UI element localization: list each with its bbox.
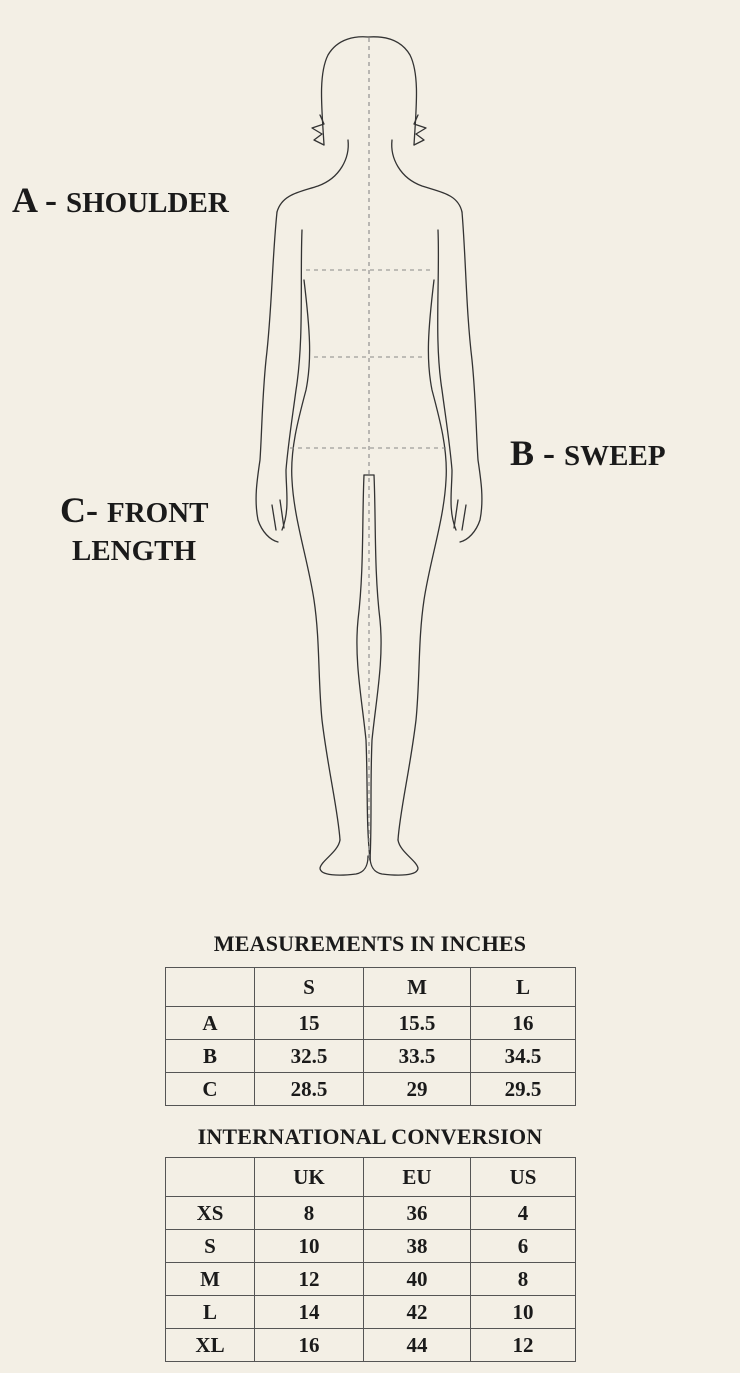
table-row: [166, 1329, 576, 1362]
table-row: [166, 1230, 576, 1263]
table-cell: US: [471, 1158, 576, 1197]
table-cell: 15: [255, 1007, 364, 1040]
conversion-title: INTERNATIONAL CONVERSION: [197, 1124, 543, 1149]
table-row: [166, 1263, 576, 1296]
table-row: [166, 1040, 576, 1073]
table-header-row: [166, 1158, 576, 1197]
table-cell: 10: [255, 1230, 364, 1263]
table-cell: 44: [364, 1329, 471, 1362]
measurements-title: MEASUREMENTS IN INCHES: [213, 931, 527, 956]
table-cell: A: [166, 1007, 255, 1040]
table-cell: L: [471, 968, 576, 1007]
front-length-label: [60, 488, 209, 569]
table-cell: 14: [255, 1296, 364, 1329]
sweep-word: SWEEP: [564, 440, 666, 472]
table-header-row: [166, 968, 576, 1007]
table-cell: 42: [364, 1296, 471, 1329]
table-cell: 6: [471, 1230, 576, 1263]
measurements-table: [165, 967, 576, 1106]
table-cell: S: [255, 968, 364, 1007]
table-cell: 8: [471, 1263, 576, 1296]
table-cell: 29.5: [471, 1073, 576, 1106]
table-cell: C: [166, 1073, 255, 1106]
table-cell: 12: [255, 1263, 364, 1296]
table-cell: 16: [471, 1007, 576, 1040]
table-cell: 10: [471, 1296, 576, 1329]
table-cell: XL: [166, 1329, 255, 1362]
shoulder-word: SHOULDER: [66, 187, 229, 219]
table-cell: 29: [364, 1073, 471, 1106]
table-cell: 16: [255, 1329, 364, 1362]
table-cell: L: [166, 1296, 255, 1329]
table-cell: 33.5: [364, 1040, 471, 1073]
table-row: [166, 1073, 576, 1106]
sweep-label: [510, 435, 666, 471]
front-length-word-2: LENGTH: [72, 535, 197, 567]
conversion-table: [165, 1157, 576, 1362]
front-length-word: FRONT: [107, 497, 209, 529]
table-cell: M: [166, 1263, 255, 1296]
table-cell: EU: [364, 1158, 471, 1197]
table-row: [166, 1197, 576, 1230]
front-length-letter: C-: [60, 490, 107, 530]
table-row: [166, 1007, 576, 1040]
table-cell: 28.5: [255, 1073, 364, 1106]
shoulder-label: [12, 182, 229, 218]
table-cell: 4: [471, 1197, 576, 1230]
table-cell: [166, 1158, 255, 1197]
table-row: [166, 1296, 576, 1329]
table-cell: 12: [471, 1329, 576, 1362]
table-cell: 34.5: [471, 1040, 576, 1073]
table-cell: 8: [255, 1197, 364, 1230]
table-cell: XS: [166, 1197, 255, 1230]
table-cell: B: [166, 1040, 255, 1073]
table-cell: S: [166, 1230, 255, 1263]
table-cell: 38: [364, 1230, 471, 1263]
table-cell: [166, 968, 255, 1007]
table-cell: 36: [364, 1197, 471, 1230]
table-cell: M: [364, 968, 471, 1007]
shoulder-letter: A -: [12, 180, 66, 220]
table-cell: UK: [255, 1158, 364, 1197]
table-cell: 15.5: [364, 1007, 471, 1040]
sweep-letter: B -: [510, 433, 564, 473]
table-cell: 40: [364, 1263, 471, 1296]
table-cell: 32.5: [255, 1040, 364, 1073]
